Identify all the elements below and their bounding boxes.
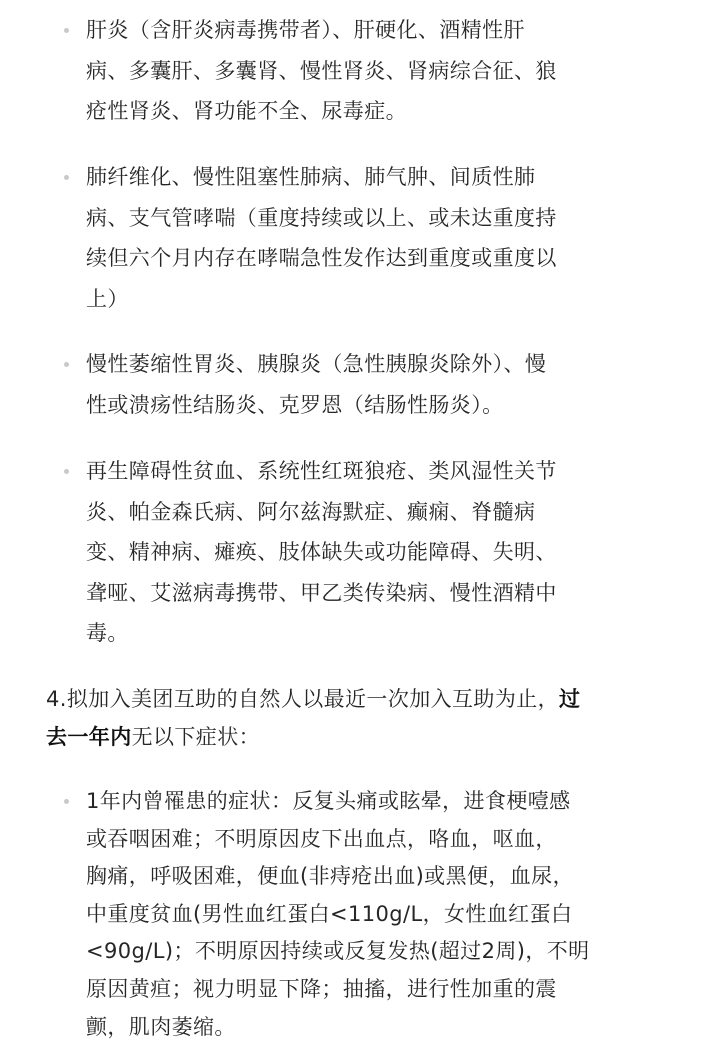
bullet-dot [64, 362, 69, 367]
list-item-text: 再生障碍性贫血、系统性红斑狼疮、类风湿性关节 炎、帕金森氏病、阿尔兹海默症、癫痫、脊髓病 变、精神病、瘫痪、肢体缺失或功能障碍、失明、 聋哑、艾滋病毒携带、甲乙类传染病、慢性酒精中 毒。 [86, 459, 557, 645]
list-item-text: 肝炎（含肝炎病毒携带者）、肝硬化、酒精性肝 病、多囊肝、多囊肾、慢性肾炎、肾病综合征、狼 疮性肾炎、肾功能不全、尿毒症。 [86, 18, 557, 123]
bullet-dot [64, 799, 69, 804]
list-item [66, 10, 626, 132]
list-item-text: 慢性萎缩性胃炎、胰腺炎（急性胰腺炎除外）、慢 性或溃疡性结肠炎、克罗恩（结肠性肠炎）。 [86, 352, 547, 417]
list-item [66, 451, 626, 654]
bullet-dot [64, 175, 69, 180]
section-4-line-2: 去一年内无以下症状： [46, 725, 261, 749]
list-item [66, 783, 626, 1046]
list-item [66, 157, 626, 319]
list-item-text: 1年内曾罹患的症状：反复头痛或眩晕，进食梗噎感 或吞咽困难；不明原因皮下出血点，咯血，呕血， 胸痛，呼吸困难，便血(非痔疮出血)或黑便，血尿， 中重度贫血(男性血红蛋白<110g/L，女性血红蛋白 <90g/L)；不明原因持续或反复发热(超过2周)，不明 原因黄疸；视力明显下降；抽搐，进行性加重的震 颤，肌肉萎缩。 [86, 789, 590, 1039]
bullet-dot [64, 28, 69, 33]
bullet-dot [64, 469, 69, 474]
list-item [66, 344, 626, 425]
list-item-text: 肺纤维化、慢性阻塞性肺病、肺气肿、间质性肺 病、支气管哮喘（重度持续或以上、或未达重度持 续但六个月内存在哮喘急性发作达到重度或重度以 上） [86, 165, 557, 311]
section-4-line-1: 4.拟加入美团互助的自然人以最近一次加入互助为止，过 [46, 687, 581, 711]
section-4-paragraph [46, 680, 646, 756]
